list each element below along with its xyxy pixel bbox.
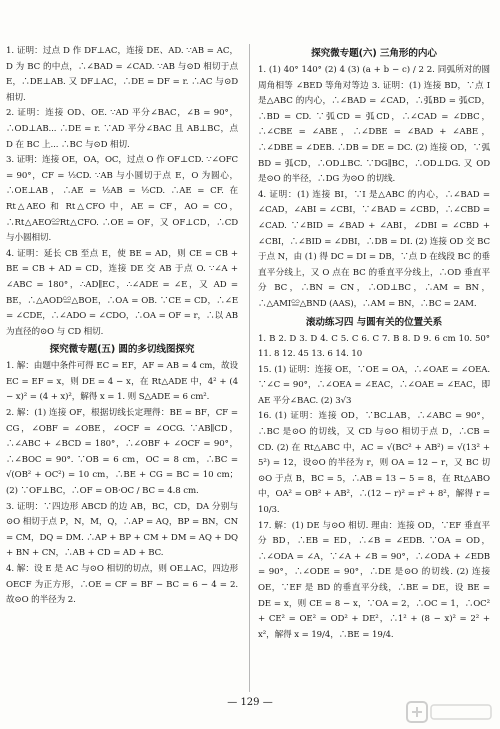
review4-item-1: 1. B 2. D 3. D 4. C 5. C 6. C 7. B 8. D 9. 6 cm 10. 50° 11. 8 12. 45 13. 6 14. 10 <box>258 333 490 360</box>
section6-item-1: 1. (1) 40° 140° (2) 4 (3) (a + b − c) / 2 2. 同弧所对的圆周角相等 ∠BED 等角对等边 3. 证明：(1) 连接 BD，∵点 I 是△ABC 的内心，∴∠BAD = ∠CAD，∴弧BD = 弧CD，∴BD = CD. ∵弧CD = 弧CD，∴∠CAD = ∠DBC，∴∠CBE = ∠ABE，∴∠DBE = ∠BAD + ∠ABE，∴∠DBE = ∠DEB. ∴DB = DE = DC. (2) 连接 OD，∵弧BD = 弧CD，∴OD⊥BC. ∵DG∥BC，∴OD⊥DG. 又 OD 是⊙O 的半径，∴DG 为⊙O 的切线. <box>258 65 490 185</box>
page-number: — 129 — <box>227 697 273 708</box>
right-column <box>258 44 490 643</box>
section-heading-5: 探究微专题(五) 圆的多切线图探究 <box>49 344 195 356</box>
section5-item-2: 2. 解：(1) 连接 OF，根据切线长定理得：BE = BF，CF = CG，∠OBF = ∠OBE，∠OCF = ∠OCG. ∵AB∥CD，∴∠ABC + ∠BCD = 180°，∴∠OBF + ∠OCF = 90°，∴∠BOC = 90°. ∵OB = 6 cm，OC = 8 cm，∴BC = √(OB² + OC²) = 10 cm，∴BE + CG = BC = 10 cm；(2) ∵OF⊥BC，∴OF = OB·OC / BC = 4.8 cm. <box>6 408 238 497</box>
review4-item-2: 15. (1) 证明：连接 OE，∵OE = OA，∴∠OAE = ∠OEA. ∵∠C = 90°，∴∠OEA = ∠EAC，∴∠OAE = ∠EAC，即 AE 平分∠BAC. (2) 3√3 <box>258 364 490 406</box>
answer-item-3: 3. 证明：连接 OE，OA，OC，过点 O 作 OF⊥CD. ∵∠OFC = 90°，CF = ½CD. ∵AB 与小圆切于点 E，O 为圆心，∴OE⊥AB，∴AE = ½AB = ½CD. ∴AE = CF. 在 Rt△AEO 和 Rt△CFO 中，AE = CF，AO = CO，∴Rt△AEO≌Rt△CFO. ∴OE = OF，又 OF⊥CD，∴CD 与小圆相切. <box>6 155 238 244</box>
left-column <box>6 44 238 609</box>
section5-item-4: 4. 解：设 E 是 AC 与⊙O 相切的切点，则 OE⊥AC，四边形 OECF 为正方形，∴OE = CF = BF − BC = 6 − 4 = 2. 故⊙O 的半径为 2. <box>6 564 238 606</box>
section5-item-1: 1. 解：由题中条件可得 EC = EF，AF = AB = 4 cm，故设 EC = EF = x，则 DE = 4 − x，在 Rt△ADE 中，4² + (4 − x)² = (4 + x)²，解得 x = 1. 则 S△ADE = 6 cm². <box>6 361 238 403</box>
column-divider <box>249 44 250 692</box>
section6-item-2: 4. 证明：(1) 连接 BI，∵I 是△ABC 的内心，∴∠BAD = ∠CAD，∠ABI = ∠CBI，∵∠BAD = ∠CBD，∴∠CBD = ∠CAD. ∵∠BID = ∠BAD + ∠ABI，∠DBI = ∠CBD + ∠CBI，∴∠BID = ∠DBI，∴DB = DI. (2) 连接 OD 交 BC 于点 N，由 (1) 得 DC = DI = DB，∵点 D 在线段 BC 的垂直平分线上，又 O 点在 BC 的垂直平分线上，∴OD 垂直平分 BC，∴BN = CN，∴OD⊥BC，∴AM = BN，∴△AMI≌△BND (AAS)，∴AM = BN，∴BC = 2AM. <box>258 189 490 309</box>
section-heading-6: 探究微专题(六) 三角形的内心 <box>311 48 437 59</box>
answer-item-1: 1. 证明：过点 D 作 DF⊥AC，连接 DE、AD. ∵AB = AC，D 为 BC 的中点，∴∠BAD = ∠CAD. ∵AB 与⊙D 相切于点 E，∴DE⊥AB. 又 DF⊥AC，∴DE = DF = r. ∴AC 与⊙D 相切. <box>6 46 238 103</box>
answer-item-4: 4. 证明：延长 CB 至点 E，使 BE = AD，则 CE = CB + BE = CB + AD = CD，连接 DE 交 AB 于点 O. ∵∠A + ∠ABC = 180°，∴AD∥EC，∴∠ADE = ∠E，又 AD = BE，∴△AOD≌△BOE，∴OA = OB. ∵CE = CD，∴∠E = ∠CDE，∴∠ADO = ∠CDO，∴OA = OF = r，∴以 AB 为直径的⊙O 与 CD 相切. <box>6 248 238 337</box>
review4-item-4: 17. 解：(1) DE 与⊙O 相切. 理由：连接 OD，∵EF 垂直平分 BD，∴EB = ED，∴∠B = ∠EDB. ∵OA = OD，∴∠ODA = ∠A，∵∠A + ∠B = 90°，∴∠ODA + ∠EDB = 90°，∴∠ODE = 90°，∴DE 是⊙O 的切线. (2) 连接 OE，∵EF 是 BD 的垂直平分线，∴BE = DE，设 BE = DE = x，则 CE = 8 − x，∵OA = 2，∴OC = 1，∴OC² + CE² = OE² = OD² + DE²，∴1² + (8 − x)² = 2² + x²，解得 x = 19/4，∴BE = 19/4. <box>258 520 490 640</box>
answer-item-2: 2. 证明：连接 OD、OE. ∵AD 平分∠BAC，∠B = 90°，∴OD⊥AB... ∴DE = r. ∵AD 平分∠BAC 且 AB⊥BC，点 D 在 BC 上... ∴BC 与⊙D 相切. <box>6 108 238 150</box>
review4-item-3: 16. (1) 证明：连接 OD，∵BC⊥AB，∴∠ABC = 90°，∴BC 是⊙O 的切线，又 CD 与⊙O 相切于点 D，∴CB = CD. (2) 在 Rt△ABC 中，AC = √(BC² + AB²) = √(13² + 5²) = 12，设⊙O 的半径为 r，则 OA = 12 − r，又 BC 切⊙O 于点 B，BC = 5，∴AB = 13 − 5 = 8，在 Rt△ABO 中，OA² = OB² + AB²，∴(12 − r)² = r² + 8²，解得 r = 10/3. <box>258 411 490 516</box>
section-heading-review4: 滚动练习四 与圆有关的位置关系 <box>305 316 443 328</box>
section5-item-3: 3. 证明：∵四边形 ABCD 的边 AB，BC，CD，DA 分别与⊙O 相切于点 P，N，M，Q，∴AP = AQ，BP = BN，CN = CM，DQ = DM. ∴AP + BP + CM + DM = AQ + DQ + BN + CN，∴AB + CD = AD + BC. <box>6 501 238 559</box>
watermark-logo-icon <box>406 699 494 725</box>
